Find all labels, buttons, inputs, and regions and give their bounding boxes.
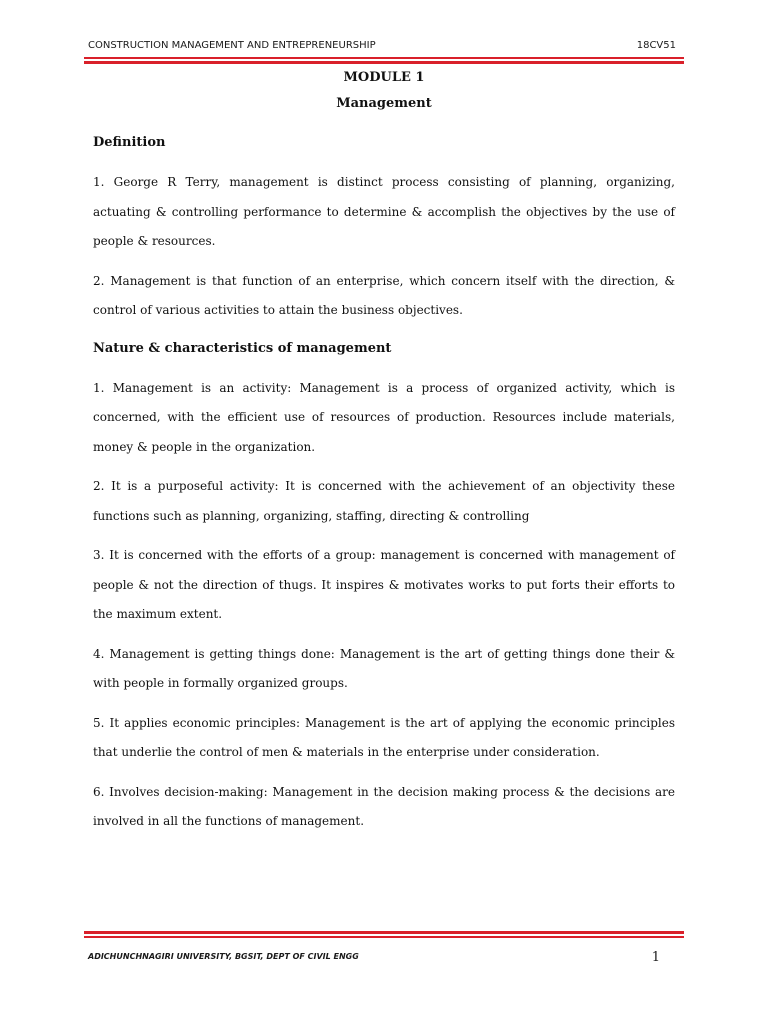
- footer-rule-thin: [84, 936, 684, 938]
- nature-paragraph: 1. Management is an activity: Management is a process of organized activity, which is concerned, with the efficient use of resources of production. Resources include materials, money & people in the organization.: [93, 380, 675, 454]
- page-number: 1: [651, 950, 660, 965]
- section-heading-nature: Nature & characteristics of management: [93, 340, 392, 356]
- header-course-code: 18CV51: [636, 40, 676, 51]
- nature-paragraph: 5. It applies economic principles: Management is the art of applying the economic principles that underlie the control of men & materials in the enterprise under consideration.: [93, 715, 675, 759]
- definition-paragraph: 2. Management is that function of an enterprise, which concern itself with the direction, & control of various activities to attain the business objectives.: [93, 273, 675, 317]
- page-title: Management: [336, 96, 432, 111]
- definition-paragraph: 1. George R Terry, management is distinct process consisting of planning, organizing, actuating & controlling performance to determine & accomplish the objectives by the use of people & resources.: [93, 175, 675, 248]
- header-rule-thick: [84, 61, 684, 64]
- header-course-title: CONSTRUCTION MANAGEMENT AND ENTREPRENEURSHIP: [88, 40, 376, 51]
- nature-paragraph: 3. It is concerned with the efforts of a group: management is concerned with management of people & not the direction of thugs. It inspires & motivates works to put forts their efforts to the maximum extent.: [93, 548, 675, 621]
- module-title: MODULE 1: [343, 70, 425, 85]
- section-heading-definition: Definition: [93, 135, 166, 150]
- nature-paragraph: 4. Management is getting things done: Management is the art of getting things done their & with people in formally organized groups.: [93, 646, 675, 690]
- nature-paragraph: 6. Involves decision-making: Management in the decision making process & the decisions are involved in all the functions of management.: [93, 784, 675, 828]
- header-rule-thin: [84, 57, 684, 59]
- footer-institution: ADICHUNCHNAGIRI UNIVERSITY, BGSIT, DEPT OF CIVIL ENGG: [88, 952, 359, 961]
- nature-paragraph: 2. It is a purposeful activity: It is concerned with the achievement of an objectivity these functions such as planning, organizing, staffing, directing & controlling: [93, 479, 675, 523]
- page-content: [93, 134, 675, 847]
- page-footer: [88, 950, 682, 966]
- page-header: [88, 38, 682, 54]
- footer-rule-thick: [84, 931, 684, 934]
